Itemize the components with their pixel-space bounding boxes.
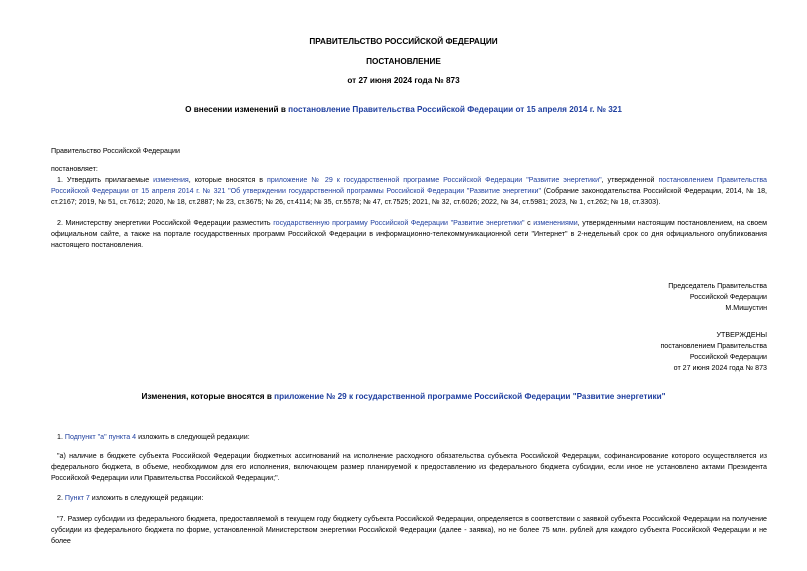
signature-block — [467, 281, 767, 314]
item1-text-b: изложить в следующей редакции: — [136, 433, 250, 441]
p1-link-changes[interactable]: изменения — [153, 176, 189, 184]
item1-link[interactable]: Подпункт "а" пункта 4 — [64, 433, 137, 441]
p2-link-program[interactable]: государственную программу Российской Федерации "Развитие энергетики" — [273, 219, 525, 227]
p1-text-b: , которые вносятся в — [188, 176, 268, 184]
item2-text-a: 2. — [57, 494, 65, 502]
paragraph-2 — [51, 218, 767, 251]
document-date-number: от 27 июня 2024 года № 873 — [347, 76, 460, 85]
document-title — [0, 104, 807, 115]
p2-text-a: 2. Министерству энергетики Российской Федерации разместить — [57, 219, 274, 227]
p1-text-c: , утвержденной — [601, 176, 659, 184]
approved-label: УТВЕРЖДЕНЫ — [716, 331, 767, 339]
changes-heading — [0, 391, 807, 402]
signature-name: М.Мишустин — [725, 304, 767, 312]
change-item-1 — [51, 432, 767, 443]
change-item-2-text: "7. Размер субсидии из федерального бюджета, предоставляемой в текущем году бюджету субъекта Российской Федерации, определяется в соответствии с заявкой субъекта Российской Федерации на получение субсидии из федерального бюджета по форме, установленной Министерством энергетики Российской Федерации (далее - заявка), но не более 75 млн. рублей для каждого субъекта Российской Федерации и не более — [51, 515, 767, 545]
title-link[interactable]: постановление Правительства Российской Федерации от 15 апреля 2014 г. № 321 — [288, 105, 622, 114]
p1-link-appendix[interactable]: приложение № 29 к государственной программе Российской Федерации "Развитие энергетики" — [267, 176, 602, 184]
intro-text: Правительство Российской Федерации — [51, 147, 180, 155]
changes-heading-prefix: Изменения, которые вносятся в — [141, 392, 275, 401]
signature-org: Российской Федерации — [689, 293, 767, 301]
approved-date: от 27 июня 2024 года № 873 — [673, 364, 767, 372]
approval-block — [467, 330, 767, 374]
government-title: ПРАВИТЕЛЬСТВО РОССИЙСКОЙ ФЕДЕРАЦИИ — [309, 37, 498, 46]
change-item-1-text: "а) наличие в бюджете субъекта Российской Федерации бюджетных ассигнований на исполнение расходного обязательства субъекта Российской Федерации, софинансирование которого осуществляется из федерального бюджета, в объеме, необходимом для его исполнения, включающем размер планируемой к предоставлению из федерального бюджета субсидии, если иное не установлено актами Президента Российской Федерации или Правительства Российской Федерации;". — [51, 452, 767, 482]
resolves-text: постановляет: — [51, 165, 98, 173]
p2-link-changes[interactable]: изменениями — [533, 219, 578, 227]
p2-text-b: с — [524, 219, 534, 227]
changes-heading-link[interactable]: приложение № 29 к государственной программе Российской Федерации "Развитие энергетики" — [274, 392, 666, 401]
item1-text-a: 1. — [57, 433, 65, 441]
item2-link[interactable]: Пункт 7 — [64, 494, 90, 502]
change-item-2 — [51, 493, 767, 504]
paragraph-1 — [51, 175, 767, 208]
p1-link-resolution[interactable]: постановлением Правительства Российской Федерации от 15 апреля 2014 г. № 321 "Об утверждении государственной программы Российской Федерации "Развитие энергетики" — [51, 176, 768, 195]
approved-org: Российской Федерации — [689, 353, 767, 361]
document-type: ПОСТАНОВЛЕНИЕ — [366, 57, 441, 66]
p2-text-c: , утвержденными настоящим постановлением, на своем официальном сайте, а также на портале государственных программ Российской Федерации в информационно-телекоммуникационной сети "Интернет" в 2-недельный срок со дня официального опубликования настоящего постановления. — [51, 219, 767, 249]
title-prefix: О внесении изменений в — [185, 105, 289, 114]
p1-text-d: (Собрание законодательства Российской Федерации, 2014, № 18, ст.2167; 2019, № 51, ст.7612; 2020, № 18, ст.2887; № 23, ст.3675; № 26, ст.4114; № 35, ст.5578; № 47, ст.7525; 2021, № 32, ст.6026; 2022, № 34, ст.5981; 2023, № 1, ст.262; № 18, ст.3303). — [51, 187, 767, 206]
p1-text-a: 1. Утвердить прилагаемые — [57, 176, 154, 184]
approved-by: постановлением Правительства — [660, 342, 767, 350]
signature-position: Председатель Правительства — [668, 282, 767, 290]
item2-text-b: изложить в следующей редакции: — [89, 494, 204, 502]
